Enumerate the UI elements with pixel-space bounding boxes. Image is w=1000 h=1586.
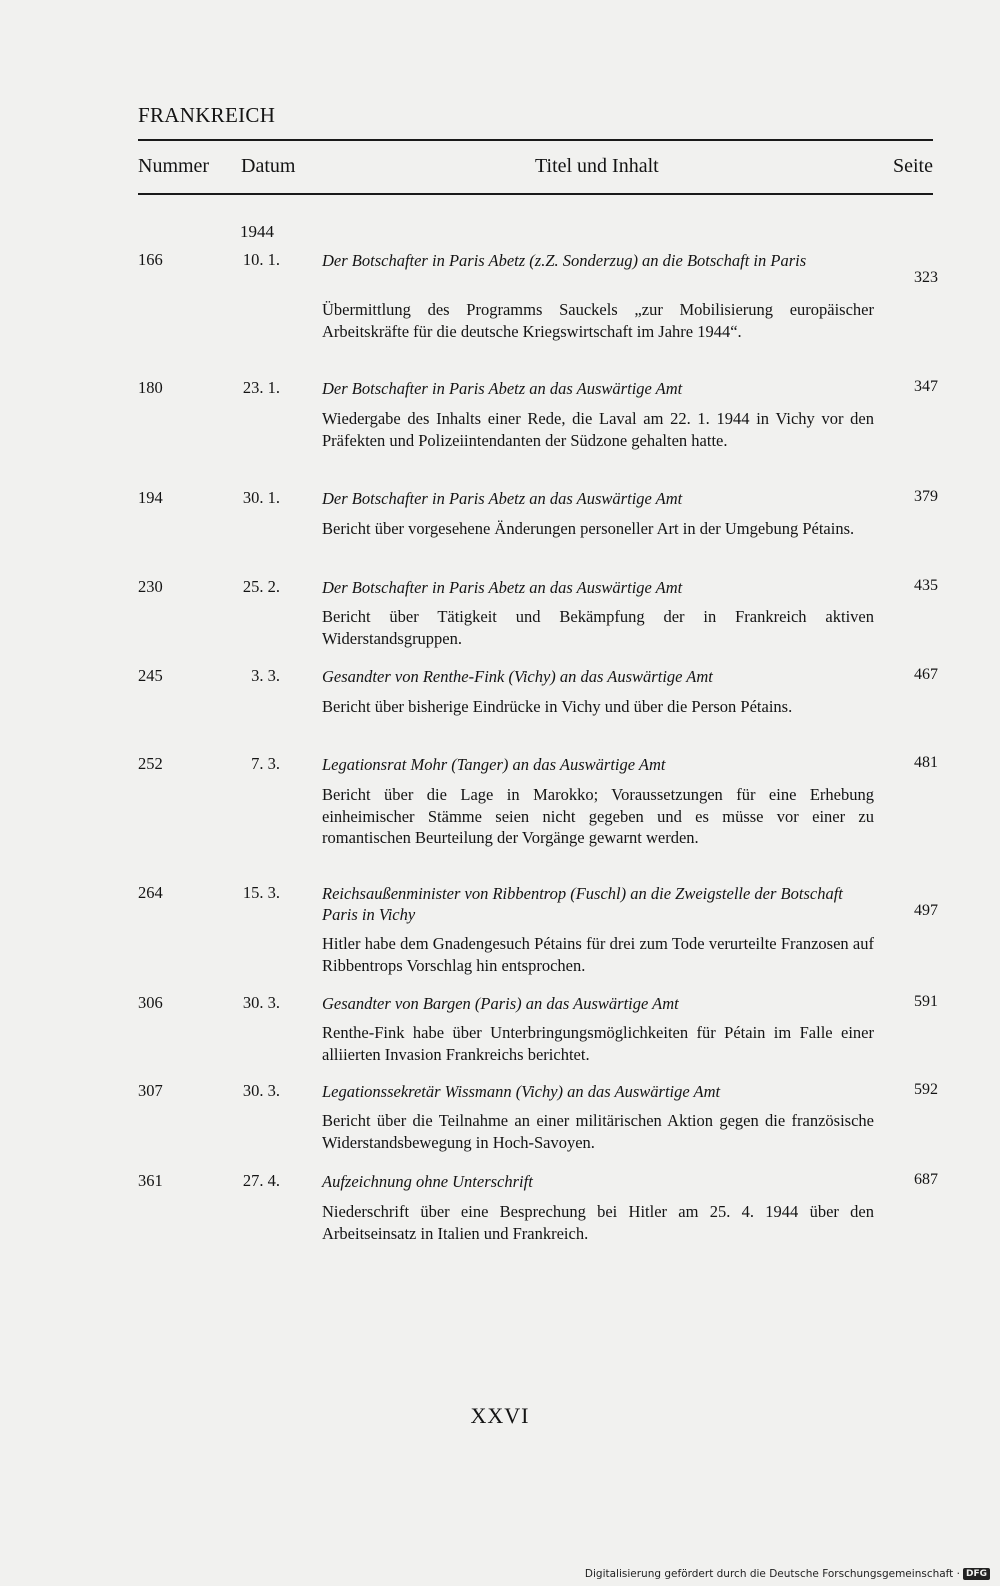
- header-top-rule: [138, 139, 933, 141]
- dfg-logo: DFG: [963, 1568, 990, 1580]
- credit-text: Digitalisierung gefördert durch die Deutsche Forschungsgemeinschaft ·: [584, 1568, 960, 1580]
- entry-date: 3. 3.: [251, 666, 280, 685]
- entry-date: 30. 1.: [242, 488, 280, 507]
- entry-description: Bericht über bisherige Eindrücke in Vichy und über die Person Pétains.: [322, 697, 793, 716]
- entry-number: 180: [138, 378, 163, 397]
- entry-date: 23. 1.: [242, 378, 280, 397]
- entry-title: Legationsrat Mohr (Tanger) an das Auswärtige Amt: [322, 755, 666, 774]
- entry-description: Übermittlung des Programms Sauckels „zur Mobilisierung europäischer Arbeitskräfte für die deutsche Kriegswirtschaft im Jahre 1944“.: [322, 300, 874, 341]
- entry-title: Der Botschafter in Paris Abetz an das Auswärtige Amt: [322, 578, 683, 597]
- entry-title: Der Botschafter in Paris Abetz (z.Z. Sonderzug) an die Botschaft in Paris: [322, 251, 807, 270]
- entry-description: Hitler habe dem Gnadengesuch Pétains für drei zum Tode verurteilte Franzosen auf Ribbentrops Vorschlag hin entsprochen.: [322, 934, 874, 975]
- column-header-date: Datum: [241, 155, 296, 177]
- entry-description: Wiedergabe des Inhalts einer Rede, die Laval am 22. 1. 1944 in Vichy vor den Präfekten und Polizeiintendanten der Südzone gehalten hatte.: [322, 409, 874, 450]
- entry-page: 481: [914, 754, 938, 771]
- entry-title: Gesandter von Bargen (Paris) an das Auswärtige Amt: [322, 994, 679, 1013]
- entry-title: Der Botschafter in Paris Abetz an das Auswärtige Amt: [322, 489, 683, 508]
- entry-page: 323: [914, 269, 938, 286]
- entry-description: Niederschrift über eine Besprechung bei Hitler am 25. 4. 1944 über den Arbeitseinsatz in Italien und Frankreich.: [322, 1202, 874, 1243]
- entry-page: 687: [914, 1171, 938, 1188]
- entry-date: 30. 3.: [242, 1081, 280, 1100]
- entry-title: Gesandter von Renthe-Fink (Vichy) an das Auswärtige Amt: [322, 667, 713, 686]
- entry-number: 245: [138, 666, 163, 685]
- entry-page: 435: [914, 577, 938, 594]
- entry-page: 379: [914, 488, 938, 505]
- entry-description: Renthe-Fink habe über Unterbringungsmöglichkeiten für Pétain im Falle einer alliierten Invasion Frankreichs berichtet.: [322, 1023, 874, 1064]
- section-title: FRANKREICH: [138, 103, 276, 127]
- column-header-page: Seite: [893, 155, 933, 177]
- entry-number: 264: [138, 883, 163, 902]
- entry-date: 30. 3.: [242, 993, 280, 1012]
- entry-number: 194: [138, 488, 163, 507]
- entry-page: 592: [914, 1081, 938, 1098]
- entry-number: 307: [138, 1081, 163, 1100]
- entry-description: Bericht über vorgesehene Änderungen personeller Art in der Umgebung Pétains.: [322, 519, 855, 538]
- entry-number: 252: [138, 754, 163, 773]
- entry-date: 25. 2.: [242, 577, 280, 596]
- entry-description: Bericht über Tätigkeit und Bekämpfung der in Frankreich aktiven Widerstandsgruppen.: [322, 607, 874, 648]
- entry-number: 166: [138, 250, 163, 269]
- entry-date: 27. 4.: [242, 1171, 280, 1190]
- entry-title: Der Botschafter in Paris Abetz an das Auswärtige Amt: [322, 379, 683, 398]
- entry-number: 230: [138, 577, 163, 596]
- entry-page: 467: [914, 666, 938, 683]
- year-label: 1944: [240, 222, 274, 241]
- digitization-credit: [585, 1568, 990, 1580]
- entry-page: 347: [914, 378, 938, 395]
- entry-description: Bericht über die Teilnahme an einer militärischen Aktion gegen die französische Widerstandsbewegung in Hoch-Savoyen.: [322, 1111, 874, 1152]
- entry-title: Legationssekretär Wissmann (Vichy) an das Auswärtige Amt: [322, 1082, 721, 1101]
- entry-date: 7. 3.: [251, 754, 280, 773]
- column-header-title: Titel und Inhalt: [535, 155, 659, 177]
- entry-title: Reichsaußenminister von Ribbentrop (Fuschl) an die Zweigstelle der Botschaft Paris in Vichy: [322, 884, 843, 924]
- entry-page: 591: [914, 993, 938, 1010]
- entry-number: 306: [138, 993, 163, 1012]
- entry-description: Bericht über die Lage in Marokko; Voraussetzungen für eine Erhebung einheimischer Stämme seien nicht gegeben und es müsse vor einer zu romantischen Beurteilung der Vorgänge gewarnt werden.: [322, 785, 874, 847]
- column-header-number: Nummer: [138, 155, 210, 177]
- entry-date: 15. 3.: [242, 883, 280, 902]
- entry-number: 361: [138, 1171, 163, 1190]
- entry-page: 497: [914, 902, 938, 919]
- header-bottom-rule: [138, 193, 933, 195]
- entry-date: 10. 1.: [242, 250, 280, 269]
- entry-title: Aufzeichnung ohne Unterschrift: [322, 1172, 533, 1191]
- page-folio: XXVI: [470, 1403, 530, 1428]
